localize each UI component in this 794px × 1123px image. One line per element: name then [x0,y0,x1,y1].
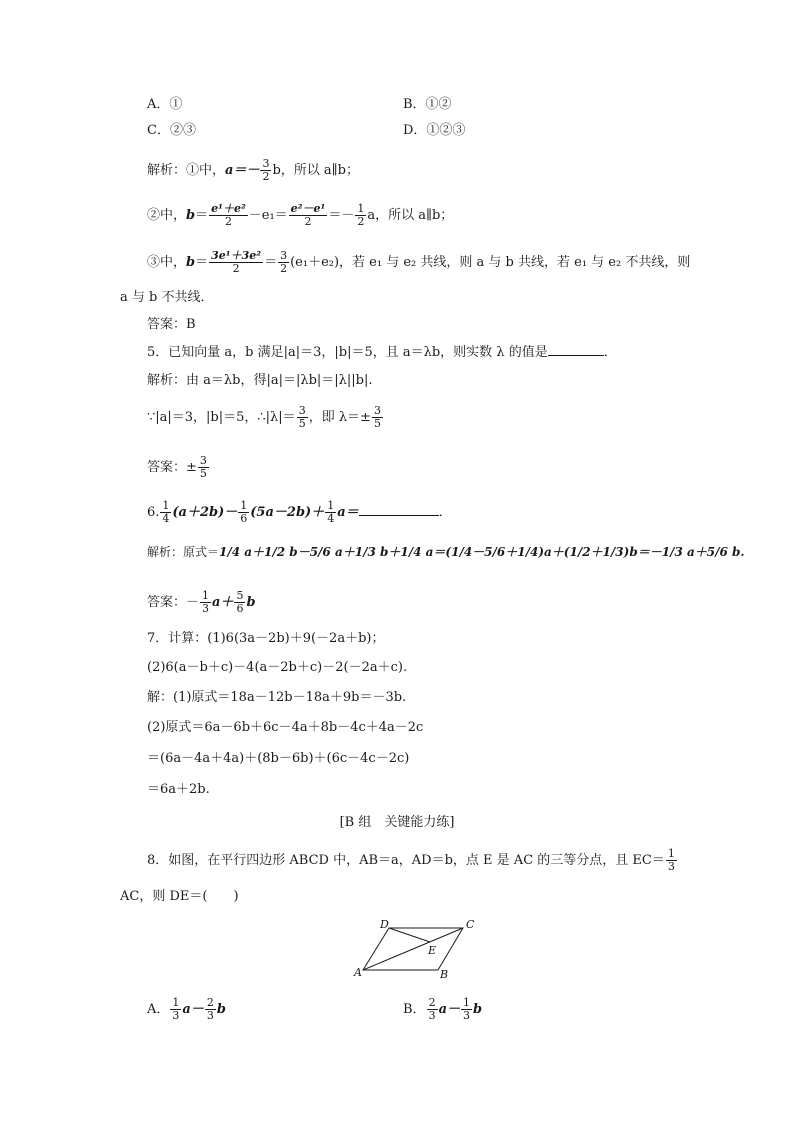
label-e: E [428,944,437,957]
option-b: B．①② [403,97,452,112]
q6-solution: 解析：原式＝1/4 a＋1/2 b－5/6 a＋1/3 b＋1/4 a＝(1/4－5/6＋1/4)a＋(1/2＋1/3)b＝－1/3 a＋5/6 b. [147,545,745,559]
option-a: A．① [147,97,183,112]
question-7-part-1: 7．计算：(1)6(3a－2b)＋9(－2a＋b)； [147,631,385,646]
label-b: B [440,968,449,980]
q7-solution-4: ＝6a＋2b. [147,782,210,797]
label-d: D [380,918,389,931]
option-c: C．②③ [147,123,196,138]
q5-solution-1: 解析：由 a＝λb，得|a|＝|λb|＝|λ||b|. [147,373,373,388]
option-d: D．①②③ [403,123,466,138]
q7-solution-1: 解：(1)原式＝18a－12b－18a＋9b＝－3b. [147,690,407,705]
solution-line-1: 解析：①中，a＝－ $\frac{3}{2}$ b，所以 a∥b； [147,157,360,183]
answer-q6: 答案：－ $\frac{1}{3}$ a＋ $\frac{5}{6}$ b [147,589,256,615]
question-8-cont: AC，则 DE＝( ) [120,889,239,904]
question-6: 6. $\frac{1}{4}$ (a＋2b)－ $\frac{1}{6}$ (5a－2b)＋ $\frac{1}{4}$ a＝ ． [147,499,452,525]
label-c: C [466,918,475,931]
q8-option-a: A． $\frac{1}{3}$ a－ $\frac{2}{3}$ b [147,996,226,1022]
question-8: 8．如图，在平行四边形 ABCD 中，AB＝a，AD＝b，点 E 是 AC 的三等分点，且 EC＝ $\frac{1}{3}$ [147,847,675,873]
parallelogram-diagram [350,918,480,980]
label-a: A [354,966,362,979]
answer-q5: 答案：± $\frac{3}{5}$ [147,454,207,480]
solution-line-2: ②中，b＝ $\frac{\text{e¹＋e²}}{2}$ －e₁＝ $\frac{\text{e²－e¹}}{2}$ ＝－ $\frac{1}{2}$ a，所以 a∥b； [147,202,454,228]
q7-solution-3: ＝(6a－4a＋4a)＋(8b－6b)＋(6c－4c－2c) [147,751,410,766]
q7-solution-2: (2)原式＝6a－6b＋6c－4a＋8b－4c＋4a－2c [147,720,424,735]
question-5: 5．已知向量 a，b 满足|a|＝3，|b|＝5，且 a＝λb，则实数 λ 的值是 ． [147,345,617,360]
solution-line-3-cont: a 与 b 不共线． [120,290,214,305]
question-7-part-2: (2)6(a－b＋c)－4(a－2b＋c)－2(－2a＋c). [147,660,408,675]
section-heading: [B 组 关键能力练] [339,815,455,830]
q8-option-b: B． $\frac{2}{3}$ a－ $\frac{1}{3}$ b [403,996,483,1022]
solution-line-3: ③中，b＝ $\frac{\text{3e¹＋3e²}}{2}$ ＝ $\frac{3}{2}$ (e₁＋e₂)，若 e₁ 与 e₂ 共线，则 a 与 b 共线，若 e₁ 与 e₂ 不共线，则 [147,249,691,275]
q5-solution-2: ∵|a|＝3，|b|＝5，∴|λ|＝ $\frac{3}{5}$ ，即 λ＝± $\frac{3}{5}$ [147,404,381,430]
answer-q4: 答案：B [147,317,196,332]
